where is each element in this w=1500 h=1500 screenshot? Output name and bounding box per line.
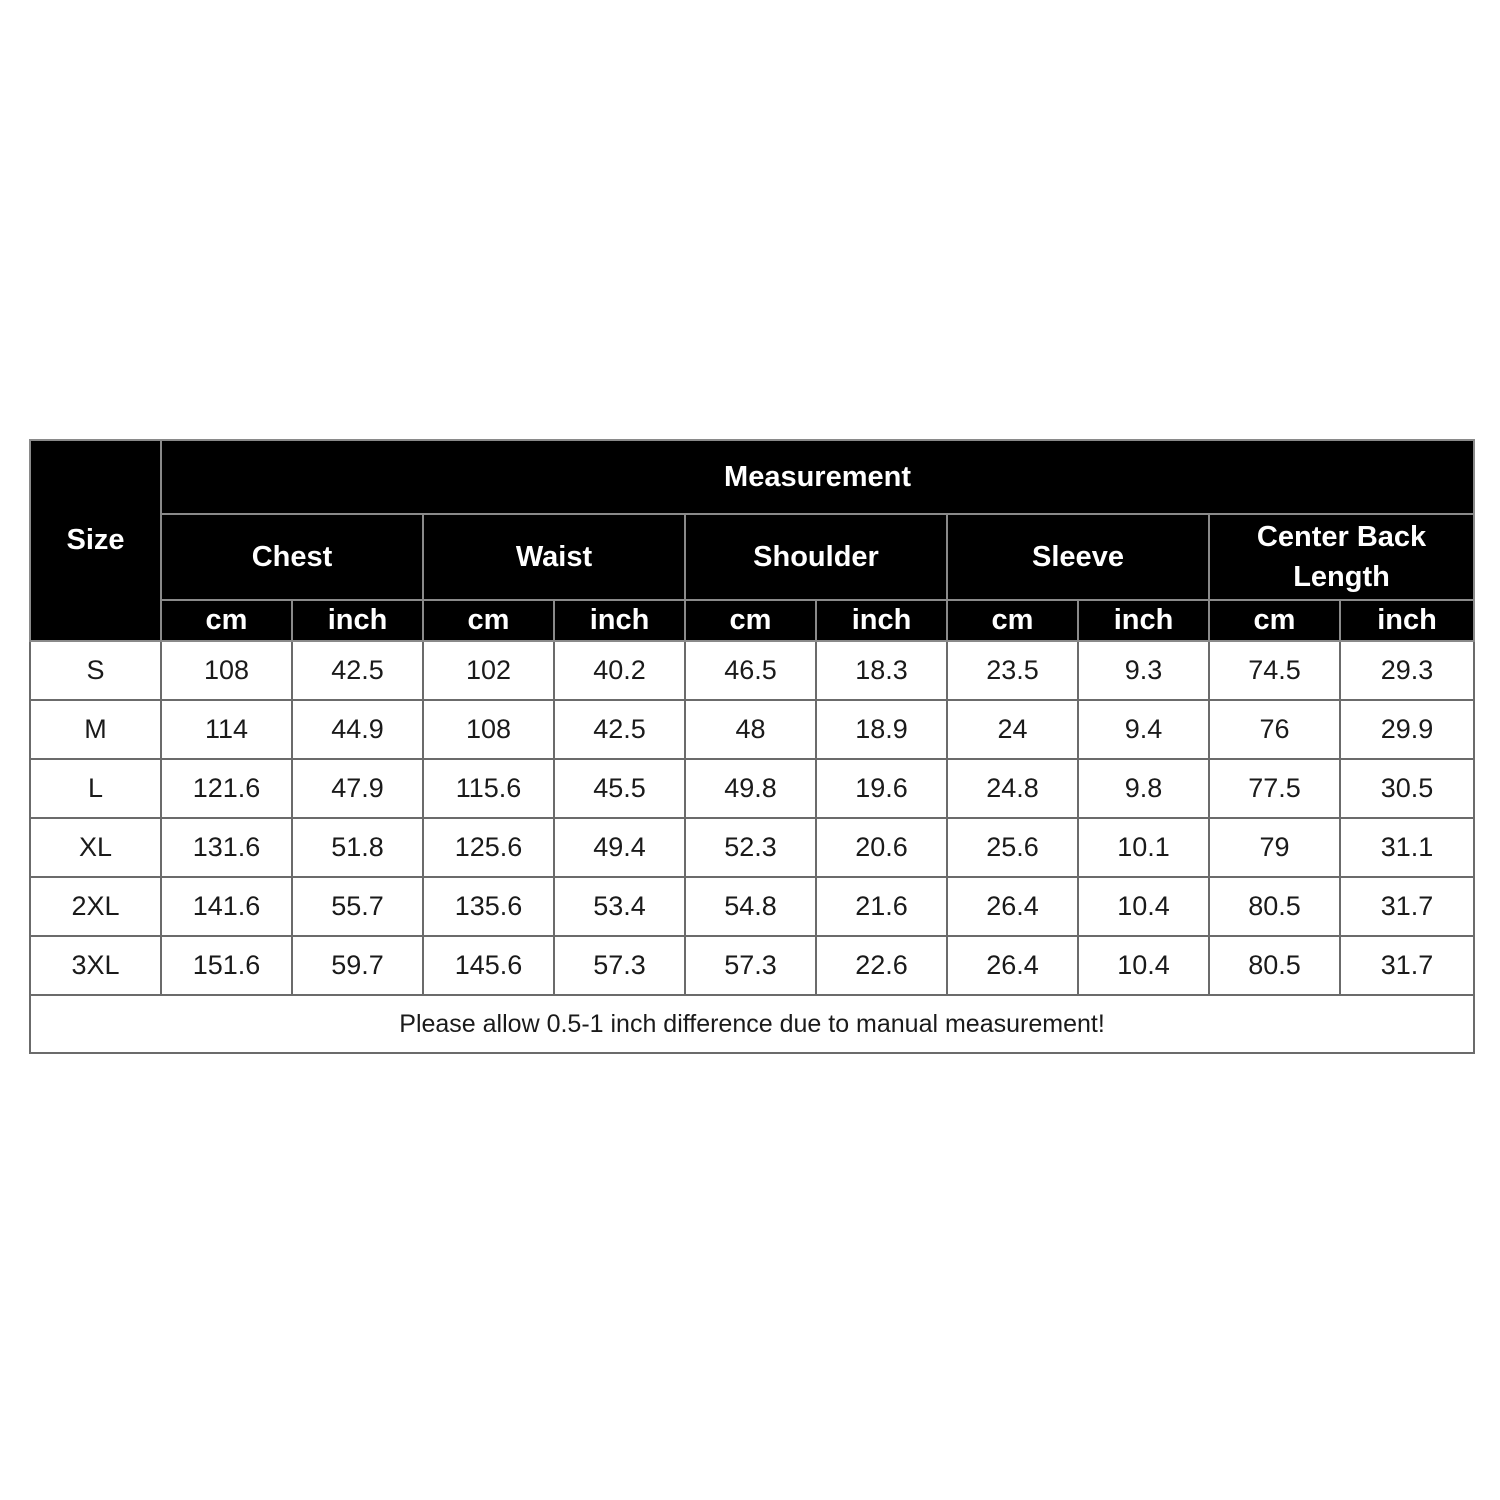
value-cell: 48 bbox=[685, 700, 816, 759]
table-header bbox=[30, 440, 1474, 641]
value-cell: 25.6 bbox=[947, 818, 1078, 877]
value-cell: 141.6 bbox=[161, 877, 292, 936]
header-row-groups bbox=[30, 514, 1474, 600]
value-cell: 30.5 bbox=[1340, 759, 1474, 818]
value-cell: 114 bbox=[161, 700, 292, 759]
value-cell: 31.7 bbox=[1340, 877, 1474, 936]
size-cell: S bbox=[30, 641, 161, 700]
group-header-center-back-length-label: Center Back Length bbox=[1256, 521, 1427, 593]
value-cell: 10.1 bbox=[1078, 818, 1209, 877]
value-cell: 22.6 bbox=[816, 936, 947, 995]
value-cell: 9.4 bbox=[1078, 700, 1209, 759]
group-header-center-back-length bbox=[1209, 514, 1474, 600]
group-header-sleeve: Sleeve bbox=[947, 514, 1209, 600]
value-cell: 74.5 bbox=[1209, 641, 1340, 700]
value-cell: 76 bbox=[1209, 700, 1340, 759]
value-cell: 40.2 bbox=[554, 641, 685, 700]
value-cell: 42.5 bbox=[554, 700, 685, 759]
size-cell: M bbox=[30, 700, 161, 759]
unit-header-inch: inch bbox=[1078, 600, 1209, 641]
table-row bbox=[30, 700, 1474, 759]
value-cell: 26.4 bbox=[947, 877, 1078, 936]
size-cell: 2XL bbox=[30, 877, 161, 936]
unit-header-inch: inch bbox=[554, 600, 685, 641]
value-cell: 42.5 bbox=[292, 641, 423, 700]
value-cell: 80.5 bbox=[1209, 877, 1340, 936]
note-row bbox=[30, 995, 1474, 1053]
value-cell: 145.6 bbox=[423, 936, 554, 995]
unit-header-inch: inch bbox=[1340, 600, 1474, 641]
value-cell: 47.9 bbox=[292, 759, 423, 818]
table-row bbox=[30, 936, 1474, 995]
unit-header-cm: cm bbox=[685, 600, 816, 641]
value-cell: 9.8 bbox=[1078, 759, 1209, 818]
value-cell: 9.3 bbox=[1078, 641, 1209, 700]
value-cell: 108 bbox=[161, 641, 292, 700]
value-cell: 45.5 bbox=[554, 759, 685, 818]
value-cell: 57.3 bbox=[685, 936, 816, 995]
size-cell: XL bbox=[30, 818, 161, 877]
size-chart-table bbox=[29, 439, 1475, 1054]
value-cell: 21.6 bbox=[816, 877, 947, 936]
value-cell: 20.6 bbox=[816, 818, 947, 877]
unit-header-cm: cm bbox=[947, 600, 1078, 641]
header-row-units bbox=[30, 600, 1474, 641]
value-cell: 125.6 bbox=[423, 818, 554, 877]
value-cell: 49.4 bbox=[554, 818, 685, 877]
header-row-measurement bbox=[30, 440, 1474, 514]
measurement-note: Please allow 0.5-1 inch difference due to manual measurement! bbox=[30, 995, 1474, 1053]
value-cell: 24.8 bbox=[947, 759, 1078, 818]
value-cell: 131.6 bbox=[161, 818, 292, 877]
unit-header-inch: inch bbox=[292, 600, 423, 641]
value-cell: 121.6 bbox=[161, 759, 292, 818]
value-cell: 23.5 bbox=[947, 641, 1078, 700]
unit-header-cm: cm bbox=[1209, 600, 1340, 641]
value-cell: 102 bbox=[423, 641, 554, 700]
value-cell: 10.4 bbox=[1078, 877, 1209, 936]
table-row bbox=[30, 818, 1474, 877]
unit-header-inch: inch bbox=[816, 600, 947, 641]
unit-header-cm: cm bbox=[423, 600, 554, 641]
value-cell: 80.5 bbox=[1209, 936, 1340, 995]
size-header: Size bbox=[30, 440, 161, 641]
value-cell: 29.9 bbox=[1340, 700, 1474, 759]
measurement-header: Measurement bbox=[161, 440, 1474, 514]
table-row bbox=[30, 641, 1474, 700]
value-cell: 55.7 bbox=[292, 877, 423, 936]
value-cell: 59.7 bbox=[292, 936, 423, 995]
value-cell: 135.6 bbox=[423, 877, 554, 936]
size-cell: 3XL bbox=[30, 936, 161, 995]
value-cell: 31.1 bbox=[1340, 818, 1474, 877]
unit-header-cm: cm bbox=[161, 600, 292, 641]
size-cell: L bbox=[30, 759, 161, 818]
value-cell: 26.4 bbox=[947, 936, 1078, 995]
value-cell: 31.7 bbox=[1340, 936, 1474, 995]
table-row bbox=[30, 877, 1474, 936]
value-cell: 52.3 bbox=[685, 818, 816, 877]
value-cell: 77.5 bbox=[1209, 759, 1340, 818]
value-cell: 19.6 bbox=[816, 759, 947, 818]
value-cell: 51.8 bbox=[292, 818, 423, 877]
value-cell: 29.3 bbox=[1340, 641, 1474, 700]
value-cell: 151.6 bbox=[161, 936, 292, 995]
value-cell: 46.5 bbox=[685, 641, 816, 700]
value-cell: 44.9 bbox=[292, 700, 423, 759]
value-cell: 49.8 bbox=[685, 759, 816, 818]
value-cell: 10.4 bbox=[1078, 936, 1209, 995]
value-cell: 18.9 bbox=[816, 700, 947, 759]
value-cell: 115.6 bbox=[423, 759, 554, 818]
group-header-shoulder: Shoulder bbox=[685, 514, 947, 600]
table-body bbox=[30, 641, 1474, 995]
value-cell: 54.8 bbox=[685, 877, 816, 936]
value-cell: 18.3 bbox=[816, 641, 947, 700]
group-header-waist: Waist bbox=[423, 514, 685, 600]
table-row bbox=[30, 759, 1474, 818]
value-cell: 57.3 bbox=[554, 936, 685, 995]
group-header-chest: Chest bbox=[161, 514, 423, 600]
value-cell: 24 bbox=[947, 700, 1078, 759]
value-cell: 108 bbox=[423, 700, 554, 759]
value-cell: 79 bbox=[1209, 818, 1340, 877]
value-cell: 53.4 bbox=[554, 877, 685, 936]
